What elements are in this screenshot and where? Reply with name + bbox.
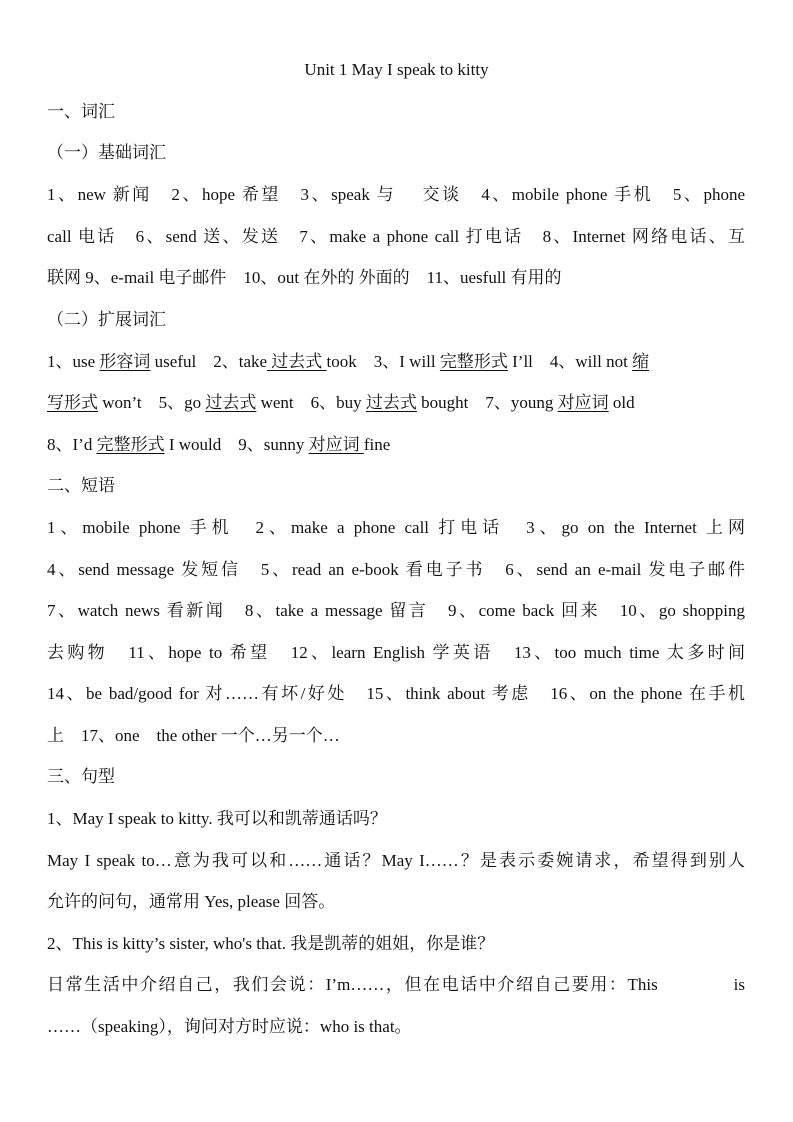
- ext-underlined-term: 完整形式: [96, 435, 165, 454]
- basic-vocab-line-1: 1、new 新闻 2、hope 希望 3、speak 与 交谈 4、mobile phone 手机 5、phone: [47, 185, 745, 204]
- ext-underlined-term: 过去式: [205, 393, 257, 412]
- sentence-pattern-1: 1、May I speak to kitty. 我可以和凯蒂通话吗？: [47, 809, 387, 828]
- subheading-extended-vocabulary: （二）扩展词汇: [47, 310, 166, 329]
- ext-vocab-line-3: [47, 433, 745, 457]
- ext-text: useful 2、take: [150, 352, 268, 371]
- ext-underlined-term: 写形式: [47, 393, 98, 412]
- document-title: Unit 1 May I speak to kitty: [304, 60, 489, 79]
- section-heading-sentence-patterns: 三、句型: [47, 767, 115, 786]
- ext-underlined-term: 形容词: [99, 352, 151, 371]
- ext-text: fine: [363, 435, 391, 454]
- sentence-1-explanation-line-2: 允许的问句，通常用 Yes, please 回答。: [47, 892, 336, 911]
- phrase-line-3: 7、watch news 看新闻 8、take a message 留言 9、come back 回来 10、go shopping: [47, 601, 745, 620]
- ext-underlined-term: 对应词: [557, 393, 609, 412]
- ext-text: 1、use: [47, 352, 100, 371]
- phrase-line-2: 4、send message 发短信 5、read an e-book 看电子书 6、send an e-mail 发电子邮件: [47, 560, 745, 579]
- ext-underlined-term: 过去式: [365, 393, 417, 412]
- ext-underlined-term: 缩: [632, 352, 650, 371]
- sentence-2-explanation-line-2: ……（speaking），询问对方时应说：who is that。: [47, 1017, 412, 1036]
- phrase-line-5: 14、be bad/good for 对……有坏/好处 15、think about 考虑 16、on the phone 在手机: [47, 684, 745, 703]
- ext-text: 8、I’d: [47, 435, 97, 454]
- sentence-2-explanation-line-1: 日常生活中介绍自己，我们会说：I’m……，但在电话中介绍自己要用：This is: [47, 975, 745, 994]
- section-heading-vocabulary: 一、词汇: [47, 102, 115, 121]
- basic-vocab-line-2: call 电话 6、send 送、发送 7、make a phone call 打电话 8、Internet 网络电话、互: [47, 227, 745, 246]
- ext-text: won’t 5、go: [98, 393, 206, 412]
- sentence-1-explanation-line-1: May I speak to…意为我可以和……通话？May I……？是表示委婉请求，希望得到别人: [47, 851, 745, 870]
- sentence-pattern-2: 2、This is kitty’s sister, who's that. 我是凯蒂的姐姐，你是谁？: [47, 934, 495, 953]
- section-heading-phrases: 二、短语: [47, 476, 115, 495]
- ext-text: old: [608, 393, 635, 412]
- ext-vocab-line-1: [47, 350, 745, 374]
- ext-text: bought 7、young: [416, 393, 558, 412]
- ext-text: went 6、buy: [256, 393, 366, 412]
- ext-underlined-term: 对应词: [308, 435, 364, 454]
- phrase-line-1: 1、mobile phone 手机 2、make a phone call 打电话 3、go on the Internet 上网: [47, 518, 745, 537]
- phrase-line-4: 去购物 11、hope to 希望 12、learn English 学英语 13、too much time 太多时间: [47, 643, 745, 662]
- subheading-basic-vocabulary: （一）基础词汇: [47, 143, 166, 162]
- ext-text: I’ll 4、will not: [507, 352, 633, 371]
- ext-vocab-line-2: [47, 391, 745, 415]
- ext-text: took 3、I will: [326, 352, 440, 371]
- ext-underlined-term: 完整形式: [439, 352, 508, 371]
- ext-underlined-term: 过去式: [267, 352, 327, 371]
- phrase-line-6: 上 17、one the other 一个…另一个…: [47, 726, 340, 745]
- basic-vocab-line-3: 联网 9、e-mail 电子邮件 10、out 在外的 外面的 11、uesfull 有用的: [47, 268, 562, 287]
- ext-text: I would 9、sunny: [164, 435, 309, 454]
